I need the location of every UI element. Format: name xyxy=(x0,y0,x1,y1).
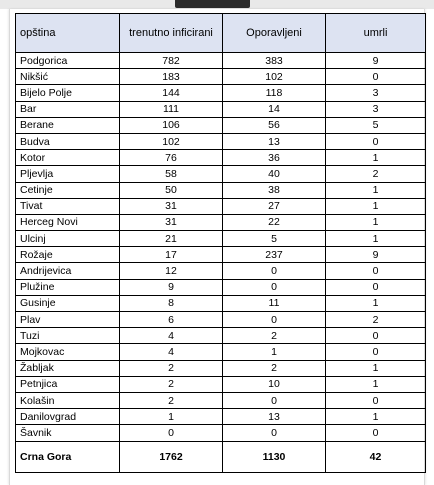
cell-currently-infected: 9 xyxy=(120,279,223,295)
cell-recovered: 1 xyxy=(223,344,326,360)
top-tab xyxy=(175,0,250,8)
cell-recovered: 0 xyxy=(223,279,326,295)
cell-municipality: Budva xyxy=(16,133,120,149)
table-row xyxy=(16,328,426,344)
cell-municipality: Plav xyxy=(16,312,120,328)
cell-municipality: Petnjica xyxy=(16,376,120,392)
cell-municipality: Pljevlja xyxy=(16,166,120,182)
cell-currently-infected: 2 xyxy=(120,376,223,392)
cell-currently-infected: 17 xyxy=(120,247,223,263)
table-row xyxy=(16,247,426,263)
cell-currently-infected: 144 xyxy=(120,85,223,101)
table-row xyxy=(16,392,426,408)
table-row xyxy=(16,214,426,230)
cell-deceased: 0 xyxy=(326,263,426,279)
table-row xyxy=(16,409,426,425)
cell-currently-infected: 31 xyxy=(120,214,223,230)
cell-currently-infected: 0 xyxy=(120,425,223,441)
cell-recovered: 0 xyxy=(223,392,326,408)
cell-deceased: 2 xyxy=(326,166,426,182)
cell-deceased: 0 xyxy=(326,133,426,149)
cell-recovered: 56 xyxy=(223,117,326,133)
cell-recovered: 11 xyxy=(223,295,326,311)
cell-deceased: 0 xyxy=(326,344,426,360)
cell-deceased: 1 xyxy=(326,360,426,376)
cell-deceased: 1 xyxy=(326,231,426,247)
cell-currently-infected: 58 xyxy=(120,166,223,182)
cell-municipality: Tivat xyxy=(16,198,120,214)
cell-currently-infected: 31 xyxy=(120,198,223,214)
total-deceased: 42 xyxy=(326,441,426,472)
cell-deceased: 9 xyxy=(326,247,426,263)
cell-municipality: Mojkovac xyxy=(16,344,120,360)
table-row xyxy=(16,425,426,441)
cell-deceased: 0 xyxy=(326,392,426,408)
cell-municipality: Kotor xyxy=(16,150,120,166)
cell-deceased: 5 xyxy=(326,117,426,133)
table-row xyxy=(16,166,426,182)
cell-recovered: 237 xyxy=(223,247,326,263)
cell-municipality: Andrijevica xyxy=(16,263,120,279)
cell-deceased: 1 xyxy=(326,295,426,311)
covid-municipality-table xyxy=(15,13,426,473)
document-sheet xyxy=(9,9,425,485)
table-row xyxy=(16,53,426,69)
cell-currently-infected: 1 xyxy=(120,409,223,425)
cell-deceased: 1 xyxy=(326,409,426,425)
table-row xyxy=(16,133,426,149)
cell-recovered: 36 xyxy=(223,150,326,166)
cell-currently-infected: 76 xyxy=(120,150,223,166)
table-row xyxy=(16,231,426,247)
cell-recovered: 27 xyxy=(223,198,326,214)
cell-currently-infected: 6 xyxy=(120,312,223,328)
cell-municipality: Ulcinj xyxy=(16,231,120,247)
table-row xyxy=(16,150,426,166)
cell-municipality: Žabljak xyxy=(16,360,120,376)
cell-municipality: Kolašin xyxy=(16,392,120,408)
cell-municipality: Danilovgrad xyxy=(16,409,120,425)
table-row xyxy=(16,312,426,328)
table-row xyxy=(16,182,426,198)
cell-currently-infected: 2 xyxy=(120,360,223,376)
table-row xyxy=(16,101,426,117)
cell-currently-infected: 183 xyxy=(120,69,223,85)
cell-municipality: Bar xyxy=(16,101,120,117)
cell-deceased: 2 xyxy=(326,312,426,328)
total-currently-infected: 1762 xyxy=(120,441,223,472)
cell-recovered: 40 xyxy=(223,166,326,182)
cell-municipality: Rožaje xyxy=(16,247,120,263)
cell-municipality: Šavnik xyxy=(16,425,120,441)
table-row xyxy=(16,117,426,133)
cell-deceased: 3 xyxy=(326,85,426,101)
total-label: Crna Gora xyxy=(16,441,120,472)
total-recovered: 1130 xyxy=(223,441,326,472)
cell-recovered: 2 xyxy=(223,360,326,376)
table-row xyxy=(16,376,426,392)
cell-municipality: Bijelo Polje xyxy=(16,85,120,101)
table-row xyxy=(16,85,426,101)
cell-currently-infected: 21 xyxy=(120,231,223,247)
cell-currently-infected: 4 xyxy=(120,344,223,360)
cell-municipality: Berane xyxy=(16,117,120,133)
cell-recovered: 0 xyxy=(223,425,326,441)
cell-municipality: Plužine xyxy=(16,279,120,295)
header-currently-infected: trenutno inficirani xyxy=(120,14,223,53)
cell-recovered: 0 xyxy=(223,263,326,279)
cell-recovered: 102 xyxy=(223,69,326,85)
table-row xyxy=(16,360,426,376)
header-deceased: umrli xyxy=(326,14,426,53)
cell-deceased: 3 xyxy=(326,101,426,117)
cell-recovered: 13 xyxy=(223,133,326,149)
cell-recovered: 5 xyxy=(223,231,326,247)
table-row xyxy=(16,295,426,311)
cell-deceased: 0 xyxy=(326,279,426,295)
cell-recovered: 14 xyxy=(223,101,326,117)
cell-currently-infected: 782 xyxy=(120,53,223,69)
cell-recovered: 10 xyxy=(223,376,326,392)
cell-deceased: 9 xyxy=(326,53,426,69)
cell-currently-infected: 111 xyxy=(120,101,223,117)
cell-municipality: Cetinje xyxy=(16,182,120,198)
table-row xyxy=(16,279,426,295)
cell-deceased: 0 xyxy=(326,328,426,344)
cell-recovered: 0 xyxy=(223,312,326,328)
cell-municipality: Gusinje xyxy=(16,295,120,311)
table-row xyxy=(16,263,426,279)
cell-recovered: 383 xyxy=(223,53,326,69)
table-row xyxy=(16,69,426,85)
total-row xyxy=(16,441,426,472)
cell-recovered: 22 xyxy=(223,214,326,230)
header-recovered: Oporavljeni xyxy=(223,14,326,53)
cell-municipality: Podgorica xyxy=(16,53,120,69)
cell-recovered: 118 xyxy=(223,85,326,101)
cell-currently-infected: 12 xyxy=(120,263,223,279)
cell-deceased: 1 xyxy=(326,150,426,166)
table-row xyxy=(16,344,426,360)
cell-currently-infected: 2 xyxy=(120,392,223,408)
cell-currently-infected: 8 xyxy=(120,295,223,311)
header-row xyxy=(16,14,426,53)
cell-municipality: Nikšić xyxy=(16,69,120,85)
cell-municipality: Tuzi xyxy=(16,328,120,344)
cell-recovered: 2 xyxy=(223,328,326,344)
cell-deceased: 1 xyxy=(326,376,426,392)
cell-deceased: 1 xyxy=(326,198,426,214)
table-row xyxy=(16,198,426,214)
cell-deceased: 0 xyxy=(326,425,426,441)
cell-currently-infected: 50 xyxy=(120,182,223,198)
cell-municipality: Herceg Novi xyxy=(16,214,120,230)
cell-deceased: 1 xyxy=(326,182,426,198)
cell-deceased: 0 xyxy=(326,69,426,85)
cell-currently-infected: 106 xyxy=(120,117,223,133)
cell-deceased: 1 xyxy=(326,214,426,230)
cell-currently-infected: 4 xyxy=(120,328,223,344)
cell-recovered: 13 xyxy=(223,409,326,425)
header-municipality: opština xyxy=(16,14,120,53)
cell-recovered: 38 xyxy=(223,182,326,198)
cell-currently-infected: 102 xyxy=(120,133,223,149)
